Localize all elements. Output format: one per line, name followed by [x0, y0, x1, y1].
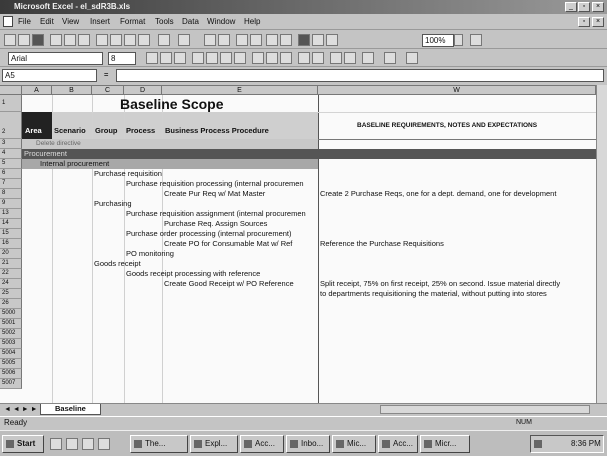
menu-window[interactable]: Window	[207, 17, 236, 26]
note-create-pur-req[interactable]: Create 2 Purchase Reqs, one for a dept. demand, one for development	[320, 189, 557, 198]
row-header[interactable]: 20	[0, 249, 22, 259]
status-num: NUM	[516, 419, 532, 426]
horizontal-scrollbar[interactable]	[380, 405, 590, 414]
menu-view[interactable]: View	[62, 17, 80, 26]
open-icon[interactable]	[18, 34, 30, 46]
column-header-a[interactable]: A	[22, 86, 52, 95]
undo-icon[interactable]	[158, 34, 170, 46]
decrease-indent-icon[interactable]	[330, 52, 342, 64]
title-bar	[0, 0, 607, 14]
formula-input[interactable]	[116, 69, 604, 82]
column-header-c[interactable]: C	[92, 86, 124, 95]
header-area: Area	[22, 112, 52, 139]
clock: 8:36 PM	[530, 435, 604, 453]
row-header[interactable]: 5002	[0, 329, 22, 339]
sort-ascending-icon[interactable]	[266, 34, 278, 46]
function-icon[interactable]	[250, 34, 262, 46]
web-toolbar-icon[interactable]	[218, 34, 230, 46]
start-button[interactable]: Start	[2, 435, 44, 453]
align-right-icon[interactable]	[220, 52, 232, 64]
column-header-w[interactable]: W	[318, 86, 596, 95]
office-assistant-icon[interactable]	[470, 34, 482, 46]
row-header[interactable]: 3	[0, 139, 22, 149]
status-ready: Ready	[4, 418, 28, 427]
row-header[interactable]: 5003	[0, 339, 22, 349]
autosum-icon[interactable]	[236, 34, 248, 46]
row-header[interactable]: 8	[0, 189, 22, 199]
row-header[interactable]: 5	[0, 159, 22, 169]
minimize-button[interactable]: _	[565, 2, 577, 12]
process-po-processing[interactable]: Purchase order processing (internal procurement)	[126, 229, 292, 238]
paste-icon[interactable]	[124, 34, 136, 46]
menu-help[interactable]: Help	[244, 17, 261, 26]
menu-format[interactable]: Format	[120, 17, 146, 26]
task-button[interactable]: Acc...	[240, 435, 284, 453]
row-header[interactable]: 7	[0, 179, 22, 189]
standard-toolbar	[0, 31, 607, 49]
sheet-nav-arrows-icon[interactable]: ◄ ◄ ► ►	[4, 406, 38, 413]
header-process: Process	[125, 112, 162, 139]
font-size-box[interactable]: 8	[108, 52, 136, 65]
note-create-gr-2[interactable]: to departments requisitioning the material, without putting into stores	[320, 289, 547, 298]
group-purchasing[interactable]: Purchasing	[94, 199, 132, 208]
quicklaunch-icon[interactable]	[66, 438, 78, 450]
menu-bar	[0, 14, 607, 30]
bpp-create-gr[interactable]: Create Good Receipt w/ PO Reference	[164, 279, 294, 288]
column-divider	[318, 95, 319, 403]
underline-icon[interactable]	[174, 52, 186, 64]
merge-center-icon[interactable]	[234, 52, 246, 64]
print-preview-icon[interactable]	[64, 34, 76, 46]
row-header[interactable]: 2	[0, 112, 22, 139]
row-header[interactable]: 22	[0, 269, 22, 279]
process-po-monitoring[interactable]: PO monitoring	[126, 249, 174, 258]
formula-equals: =	[104, 70, 109, 79]
quicklaunch-icon[interactable]	[98, 438, 110, 450]
row-header[interactable]: 14	[0, 219, 22, 229]
new-icon[interactable]	[4, 34, 16, 46]
font-name-box[interactable]: Arial	[8, 52, 103, 65]
bpp-create-po[interactable]: Create PO for Consumable Mat w/ Ref	[164, 239, 293, 248]
document-icon[interactable]	[3, 16, 13, 27]
increase-decimal-icon[interactable]	[298, 52, 310, 64]
menu-file[interactable]: File	[18, 17, 31, 26]
spreadsheet-grid[interactable]	[0, 85, 596, 403]
baseline-scope-title: Baseline Scope	[120, 96, 224, 112]
menu-tools[interactable]: Tools	[155, 17, 174, 26]
bpp-assign-sources[interactable]: Purchase Req. Assign Sources	[164, 219, 268, 228]
column-header-b[interactable]: B	[52, 86, 92, 95]
map-icon[interactable]	[312, 34, 324, 46]
task-button[interactable]: The...	[130, 435, 188, 453]
group-purchase-requisition[interactable]: Purchase requisition	[94, 169, 162, 178]
print-icon[interactable]	[50, 34, 62, 46]
row-header[interactable]: 5006	[0, 369, 22, 379]
format-painter-icon[interactable]	[138, 34, 150, 46]
row-header[interactable]: 13	[0, 209, 22, 219]
restore-button[interactable]: ▫	[578, 2, 590, 12]
doc-close-button[interactable]: ×	[592, 17, 604, 27]
row-header[interactable]: 15	[0, 229, 22, 239]
window-title: Microsoft Excel - el_sdR3B.xls	[14, 2, 131, 11]
menu-edit[interactable]: Edit	[40, 17, 54, 26]
group-goods-receipt[interactable]: Goods receipt	[94, 259, 141, 268]
row-header[interactable]: 1	[0, 95, 22, 112]
header-group: Group	[93, 112, 124, 139]
row-header[interactable]: 16	[0, 239, 22, 249]
sort-descending-icon[interactable]	[280, 34, 292, 46]
close-button[interactable]: ×	[592, 2, 604, 12]
doc-restore-button[interactable]: ▫	[578, 17, 590, 27]
internal-procurement-row[interactable]: Internal procurement	[22, 159, 318, 169]
row-header[interactable]: 5005	[0, 359, 22, 369]
sheet-tabs-bar	[0, 403, 607, 415]
row-header[interactable]: 9	[0, 199, 22, 209]
row-header[interactable]: 5000	[0, 309, 22, 319]
fill-color-icon[interactable]	[384, 52, 396, 64]
note-create-po[interactable]: Reference the Purchase Requisitions	[320, 239, 444, 248]
decrease-decimal-icon[interactable]	[312, 52, 324, 64]
italic-icon[interactable]	[160, 52, 172, 64]
currency-icon[interactable]	[252, 52, 264, 64]
select-all-corner[interactable]	[0, 86, 22, 95]
header-scenario: Scenario	[53, 112, 92, 139]
vertical-scrollbar[interactable]	[596, 85, 607, 403]
drawing-icon[interactable]	[326, 34, 338, 46]
quicklaunch-icon[interactable]	[82, 438, 94, 450]
note-create-gr-1[interactable]: Split receipt, 75% on first receipt, 25% on second. Issue material directly	[320, 279, 561, 288]
task-button[interactable]: Inbo...	[286, 435, 330, 453]
comma-icon[interactable]	[280, 52, 292, 64]
quicklaunch-icon[interactable]	[50, 438, 62, 450]
align-center-icon[interactable]	[206, 52, 218, 64]
task-button[interactable]: Mic...	[332, 435, 376, 453]
row-header[interactable]: 26	[0, 299, 22, 309]
task-button[interactable]: Expl...	[190, 435, 238, 453]
row-header[interactable]: 5007	[0, 379, 22, 389]
sheet-tab-baseline[interactable]: Baseline	[40, 404, 101, 415]
formula-bar	[0, 67, 607, 84]
row-header[interactable]: 21	[0, 259, 22, 269]
formatting-toolbar	[0, 50, 607, 67]
process-gr-processing[interactable]: Goods receipt processing with reference	[126, 269, 261, 278]
process-req-assignment[interactable]: Purchase requisition assignment (internal procuremen	[126, 209, 306, 218]
save-icon[interactable]	[32, 34, 44, 46]
row-header[interactable]: 6	[0, 169, 22, 179]
increase-indent-icon[interactable]	[344, 52, 356, 64]
header-bpp: Business Process Procedure	[163, 112, 318, 139]
task-button[interactable]: Micr...	[420, 435, 470, 453]
zoom-box[interactable]: 100%	[422, 34, 454, 47]
menu-data[interactable]: Data	[182, 17, 199, 26]
cut-icon[interactable]	[96, 34, 108, 46]
align-left-icon[interactable]	[192, 52, 204, 64]
hyperlink-icon[interactable]	[204, 34, 216, 46]
bpp-create-pur-req[interactable]: Create Pur Req w/ Mat Master	[164, 189, 266, 198]
delete-directive-row[interactable]: Delete directive	[22, 139, 318, 149]
procurement-row[interactable]: Procurement	[22, 149, 596, 159]
taskbar	[0, 430, 607, 456]
row-header[interactable]: 25	[0, 289, 22, 299]
redo-icon[interactable]	[178, 34, 190, 46]
task-button[interactable]: Acc...	[378, 435, 418, 453]
chart-wizard-icon[interactable]	[298, 34, 310, 46]
font-color-icon[interactable]	[406, 52, 418, 64]
row-header[interactable]: 24	[0, 279, 22, 289]
row-header[interactable]: 4	[0, 149, 22, 159]
column-header-d[interactable]: D	[124, 86, 162, 95]
header-requirements: BASELINE REQUIREMENTS, NOTES AND EXPECTATIONS	[357, 122, 538, 129]
row-header[interactable]: 5001	[0, 319, 22, 329]
column-header-e[interactable]: E	[162, 86, 318, 95]
zoom-dropdown-icon[interactable]	[454, 34, 463, 46]
copy-icon[interactable]	[110, 34, 122, 46]
bold-icon[interactable]	[146, 52, 158, 64]
borders-icon[interactable]	[362, 52, 374, 64]
name-box[interactable]: A5	[2, 69, 97, 82]
status-bar	[0, 416, 607, 429]
process-req-processing[interactable]: Purchase requisition processing (internal procuremen	[126, 179, 304, 188]
percent-icon[interactable]	[266, 52, 278, 64]
spelling-icon[interactable]	[78, 34, 90, 46]
row-header[interactable]: 5004	[0, 349, 22, 359]
menu-insert[interactable]: Insert	[90, 17, 111, 26]
